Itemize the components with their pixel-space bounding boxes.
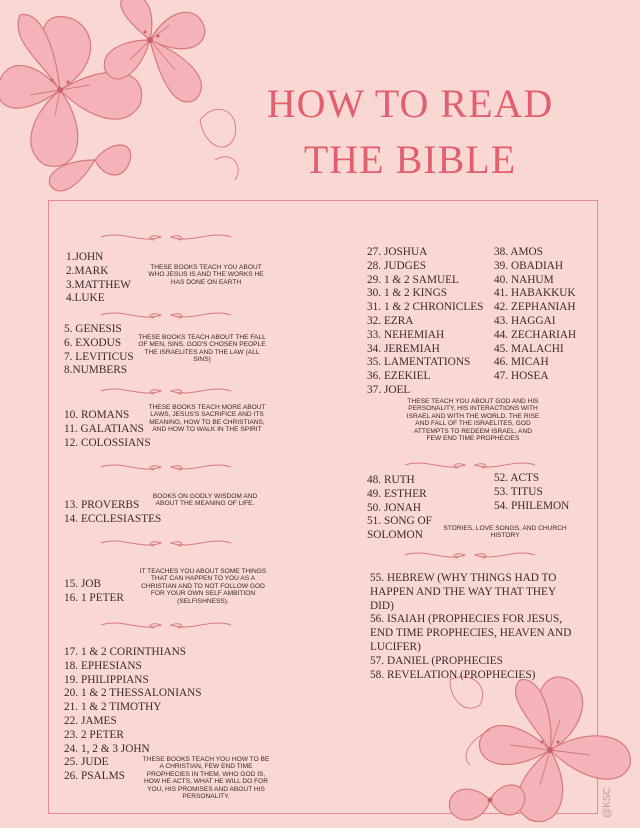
book-item: 44. ZECHARIAH bbox=[494, 328, 577, 341]
book-list-paul bbox=[64, 409, 151, 450]
book-list-law bbox=[64, 323, 134, 378]
book-list-stories-right bbox=[494, 472, 569, 513]
book-item: 1.JOHN bbox=[66, 251, 104, 263]
book-list-gospels bbox=[66, 251, 131, 306]
divider-swirl bbox=[96, 616, 236, 634]
book-item: 57. DANIEL (PROPHECIES bbox=[370, 654, 503, 667]
book-item: 29. 1 & 2 SAMUEL bbox=[367, 273, 459, 286]
book-item: 20. 1 & 2 THESSALONIANS bbox=[64, 687, 202, 700]
book-item: 39. OBADIAH bbox=[494, 259, 564, 272]
book-item: 3.MATTHEW bbox=[66, 278, 131, 291]
book-item: 14. ECCLESIASTES bbox=[64, 512, 162, 525]
book-item: 48. RUTH bbox=[367, 474, 415, 486]
divider-swirl bbox=[96, 306, 236, 324]
divider-swirl bbox=[96, 382, 236, 400]
book-list-trials bbox=[64, 578, 124, 606]
book-item: 58. REVELATION (PROPHECIES) bbox=[370, 668, 536, 681]
watermark: @KSC bbox=[602, 787, 613, 818]
book-item: 30. 1 & 2 KINGS bbox=[367, 287, 448, 300]
book-item: 23. 2 PETER bbox=[64, 728, 124, 741]
book-item: 24. 1, 2 & 3 JOHN bbox=[64, 742, 150, 755]
book-list-stories-left bbox=[367, 474, 432, 543]
book-item: 55. HEBREW (WHY THINGS HAD TO HAPPEN AND THE WAY THAT THEY DID) bbox=[370, 572, 557, 612]
book-item: 18. EPHESIANS bbox=[64, 659, 142, 672]
book-item: 13. PROVERBS bbox=[64, 499, 140, 511]
book-item: 28. JUDGES bbox=[367, 259, 426, 272]
book-item: 33. NEHEMIAH bbox=[367, 328, 445, 341]
book-item: 4.LUKE bbox=[66, 292, 105, 305]
section-note-wisdom: BOOKS ON GODLY WISDOM AND ABOUT THE MEANING OF LIFE. bbox=[152, 493, 258, 508]
flower-top-left-illustration bbox=[0, 0, 250, 210]
book-item: 31. 1 & 2 CHRONICLES bbox=[367, 301, 484, 314]
book-list-history-right bbox=[494, 246, 576, 384]
divider-swirl bbox=[96, 534, 236, 552]
section-note-trials: IT TEACHES YOU ABOUT SOME THINGS THAT CAN HAPPEN TO YOU AS A CHRISTIAN AND TO NOT FOLLOW GOD FOR YOUR OWN SELF AMBITION (SELFISHNESS). bbox=[139, 568, 267, 605]
book-item: SOLOMON bbox=[367, 529, 423, 542]
section-note-law: THESE BOOKS TEACH ABOUT THE FALL OF MEN, SINS, GOD'S CHOSEN PEOPLE THE ISRAELITES AND THE LAW (ALL SINS) bbox=[138, 334, 266, 364]
book-item: 54. PHILEMON bbox=[494, 499, 570, 512]
book-item: 51. SONG OF bbox=[367, 515, 432, 528]
book-item: 8.NUMBERS bbox=[64, 364, 128, 377]
book-item: 16. 1 PETER bbox=[64, 591, 124, 604]
book-list-history-left bbox=[367, 246, 483, 398]
book-list-prophecy bbox=[370, 572, 582, 682]
book-item: 36. EZEKIEL bbox=[367, 370, 431, 383]
book-item: 25. JUDE bbox=[64, 756, 109, 769]
book-item: 27. JOSHUA bbox=[367, 246, 428, 258]
book-item: 46. MICAH bbox=[494, 356, 549, 369]
book-item: 12. COLOSSIANS bbox=[64, 436, 151, 449]
page-title-line2: THE BIBLE bbox=[303, 137, 517, 182]
book-item: 43. HAGGAI bbox=[494, 314, 556, 327]
book-item: 11. GALATIANS bbox=[64, 422, 144, 435]
book-item: 19. PHILIPPIANS bbox=[64, 673, 149, 686]
book-item: 41. HABAKKUK bbox=[494, 287, 576, 300]
book-item: 6. EXODUS bbox=[64, 336, 122, 349]
book-item: 21. 1 & 2 TIMOTHY bbox=[64, 701, 162, 714]
book-item: 38. AMOS bbox=[494, 246, 543, 258]
divider-swirl bbox=[96, 458, 236, 476]
book-item: 17. 1 & 2 CORINTHIANS bbox=[64, 646, 187, 658]
book-item: 5. GENESIS bbox=[64, 323, 122, 335]
section-note-paul: THESE BOOKS TEACH MORE ABOUT LAWS, JESUS'S SACRIFICE AND ITS MEANING, HOW TO BE CHRISTIANS, AND HOW TO WALK IN THE SPIRIT bbox=[148, 404, 266, 434]
book-item: 32. EZRA bbox=[367, 314, 414, 327]
book-item: 50. JONAH bbox=[367, 501, 421, 514]
book-item: 49. ESTHER bbox=[367, 487, 427, 500]
book-item: 47. HOSEA bbox=[494, 370, 549, 383]
book-item: 35. LAMENTATIONS bbox=[367, 356, 471, 369]
book-item: 15. JOB bbox=[64, 578, 102, 590]
book-item: 7. LEVITICUS bbox=[64, 350, 134, 363]
book-item: 42. ZEPHANIAH bbox=[494, 301, 576, 314]
book-item: 22. JAMES bbox=[64, 714, 117, 727]
book-item: 56. ISAIAH (PROPHECIES FOR JESUS, END TIME PROPHECIES, HEAVEN AND LUCIFER) bbox=[370, 613, 572, 653]
book-item: 37. JOEL bbox=[367, 383, 411, 396]
book-item: 34. JEREMIAH bbox=[367, 342, 440, 355]
section-note-history: THESE TEACH YOU ABOUT GOD AND HIS PERSONALITY, HIS INTERACTIONS WITH ISRAEL AND WITH THE WORLD. THE RISE AND FALL OF THE ISRAELITES, GOD ATTEMPTS TO REDEEM ISRAEL, AND FEW END TIME PROPHECIES bbox=[406, 398, 540, 443]
section-note-stories: STORIES, LOVE SONGS, AND CHURCH HISTORY bbox=[443, 525, 567, 540]
book-item: 2.MARK bbox=[66, 264, 109, 277]
section-note-gospels: THESE BOOKS TEACH YOU ABOUT WHO JESUS IS AND THE WORKS HE HAS DONE ON EARTH bbox=[148, 264, 264, 286]
page-title-line1: HOW TO READ bbox=[266, 81, 554, 126]
book-item: 45. MALACHI bbox=[494, 342, 564, 355]
divider-swirl bbox=[400, 546, 540, 564]
book-item: 40. NAHUM bbox=[494, 273, 554, 286]
book-item: 10. ROMANS bbox=[64, 409, 130, 421]
book-item: 26. PSALMS bbox=[64, 770, 125, 783]
section-note-epistles: THESE BOOKS TEACH YOU HOW TO BE A CHRISTIAN, FEW END TIME PROPHECIES IN THEM, WHO GOD IS, HOW HE ACTS, WHAT HE WILL DO FOR YOU, HIS PROMISES AND ABOUT HIS PERSONALITY. bbox=[142, 756, 270, 801]
book-item: 53. TITUS bbox=[494, 485, 543, 498]
divider-swirl bbox=[96, 228, 236, 246]
book-item: 52. ACTS bbox=[494, 472, 540, 484]
